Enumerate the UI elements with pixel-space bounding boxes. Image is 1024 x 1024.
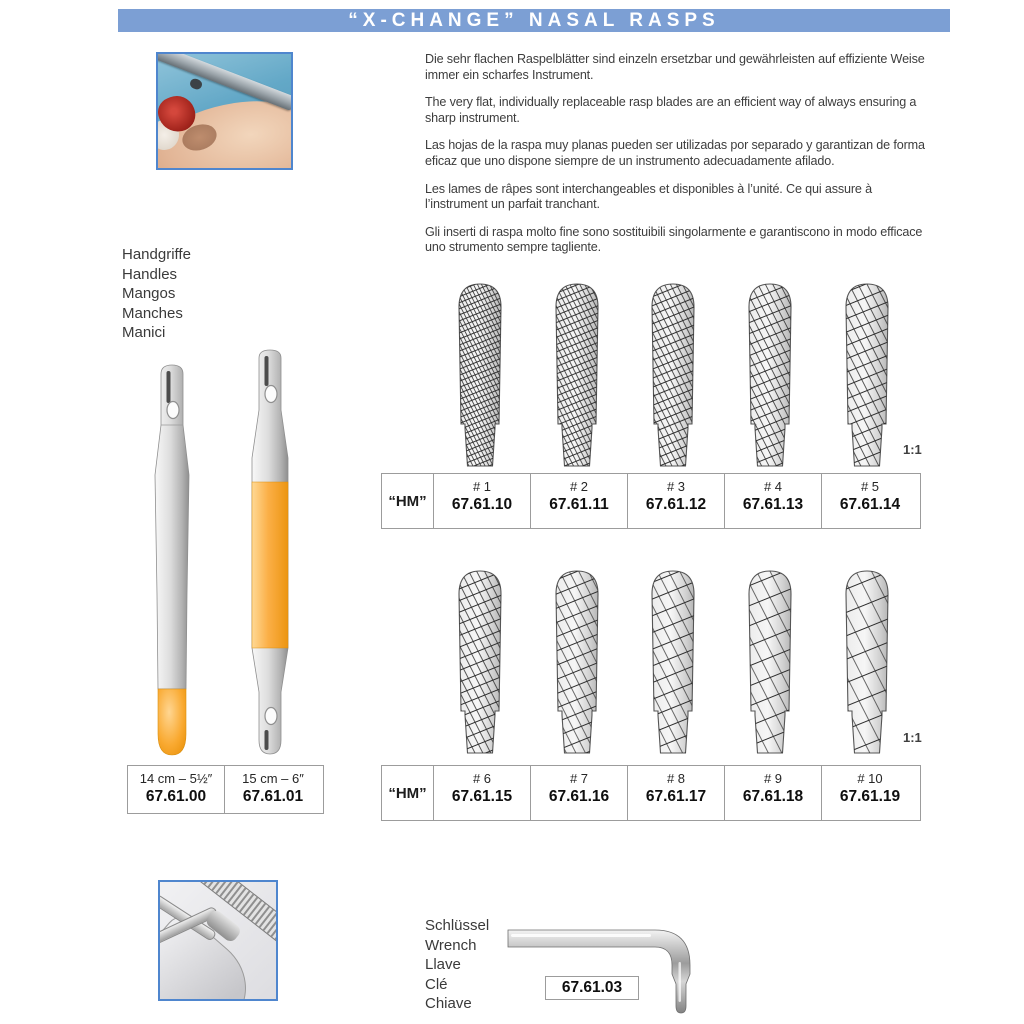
handle-size: 15 cm – 6″	[242, 771, 304, 786]
photo-instrument-slot	[188, 77, 203, 91]
rasp-number: # 3	[666, 479, 686, 494]
handles-illustration	[128, 344, 328, 756]
rasp-blade-3	[645, 281, 701, 474]
rasp-code: 67.61.16	[548, 788, 610, 805]
rasp-table-1	[381, 473, 921, 529]
blade-hole	[167, 402, 179, 419]
rasp-cell-2	[530, 474, 627, 528]
rasp-cell-9	[724, 766, 821, 820]
rasp-code: 67.61.17	[645, 788, 707, 805]
rasp-number: # 1	[472, 479, 492, 494]
wrench-label-en: Wrench	[425, 936, 477, 954]
handle-code: 67.61.00	[145, 788, 207, 805]
rasp-number: # 10	[857, 771, 883, 786]
handle-size: 14 cm – 5½″	[139, 771, 213, 786]
handles-label-it: Manici	[122, 324, 166, 341]
handle-code: 67.61.01	[242, 788, 304, 805]
rasp-cell-8	[627, 766, 724, 820]
handles-table	[127, 765, 324, 814]
rasp-code: 67.61.15	[451, 788, 513, 805]
scale-label-1: 1:1	[903, 442, 922, 457]
rasp-blade-8	[645, 568, 701, 761]
rasp-cell-1	[433, 474, 530, 528]
rasp-blade-2	[549, 281, 605, 474]
blade-slot	[265, 730, 269, 750]
rasp-blades-row-1	[381, 281, 917, 469]
rasp-blade-drawing	[452, 281, 508, 469]
rasp-table-2	[381, 765, 921, 821]
rasp-code: 67.61.18	[742, 788, 804, 805]
rasp-number: # 4	[763, 479, 783, 494]
rasp-blade-drawing	[645, 568, 701, 756]
rasp-blade-drawing	[742, 568, 798, 756]
rasp-cell-7	[530, 766, 627, 820]
rasp-blade-1	[452, 281, 508, 474]
surgical-procedure-photo	[156, 52, 293, 170]
handles-label-fr: Manches	[122, 304, 183, 322]
rasp-code: 67.61.19	[839, 788, 901, 805]
rasp-cell-5	[821, 474, 918, 528]
intro-paragraph-fr: Les lames de râpes sont interchangeables et disponibles à l’unité. Ce qui assure à l’instrument un parfait tranchant.	[425, 181, 872, 212]
rasp-number: # 6	[472, 771, 492, 786]
handles-label-es: Mangos	[122, 285, 176, 302]
rasp-blade-drawing	[452, 568, 508, 756]
handle-orange-tip	[158, 689, 186, 755]
rasp-blades-row-2	[381, 568, 917, 756]
wrench-illustration	[505, 922, 705, 1020]
rasp-blade-7	[549, 568, 605, 761]
rasp-blade-6	[452, 568, 508, 761]
rasp-code: 67.61.10	[451, 496, 513, 513]
intro-text-block	[425, 52, 925, 268]
rasp-number: # 7	[569, 771, 589, 786]
rasp-blade-drawing	[839, 281, 895, 469]
material-cell: “HM”	[388, 492, 427, 510]
rasp-blade-10	[839, 568, 895, 761]
blade-slot	[265, 356, 269, 386]
handle-14cm-drawing	[155, 365, 189, 755]
rasp-blade-4	[742, 281, 798, 474]
handles-label-block	[122, 245, 191, 343]
handle-cell-1	[128, 766, 224, 813]
rasp-number: # 9	[763, 771, 783, 786]
rasp-code: 67.61.13	[742, 496, 804, 513]
handles-label-en: Handles	[122, 265, 178, 283]
handle-orange-grip	[252, 482, 288, 648]
rasp-blade-drawing	[549, 568, 605, 756]
handle-15cm-drawing	[252, 350, 288, 754]
blade-slot	[167, 371, 171, 403]
intro-paragraph-it: Gli inserti di raspa molto fine sono sostituibili singolarmente e garantiscono in modo efficace uno strumento sempre tagliente.	[425, 224, 923, 255]
rasp-blade-drawing	[645, 281, 701, 469]
material-cell: “HM”	[388, 784, 427, 802]
rasp-blade-drawing	[549, 281, 605, 469]
rasp-code: 67.61.14	[839, 496, 901, 513]
blade-hole	[265, 386, 277, 403]
wrench-label-it: Chiave	[425, 995, 472, 1012]
handle-cell-2	[224, 766, 321, 813]
rasp-cell-3	[627, 474, 724, 528]
rasp-blade-5	[839, 281, 895, 474]
wrench-label-de: Schlüssel	[425, 917, 490, 934]
rasp-number: # 8	[666, 771, 686, 786]
rasp-blade-9	[742, 568, 798, 761]
rasp-cell-10	[821, 766, 918, 820]
rasp-number: # 2	[569, 479, 589, 494]
page-title: “X-CHANGE” NASAL RASPS	[118, 9, 950, 32]
handles-label-de: Handgriffe	[122, 246, 191, 263]
rasp-cell-4	[724, 474, 821, 528]
wrench-code-box: 67.61.03	[545, 976, 639, 1000]
rasp-blade-drawing	[742, 281, 798, 469]
rasp-blade-drawing	[839, 568, 895, 756]
rasp-code: 67.61.11	[549, 496, 609, 513]
intro-paragraph-en: The very flat, individually replaceable rasp blades are an efficient way of always ensuring a sharp instrument.	[425, 95, 917, 125]
wrench-label-block	[425, 916, 489, 1014]
rasp-number: # 5	[860, 479, 880, 494]
wrench-detail-photo	[158, 880, 278, 1001]
wrench-label-es: Llave	[425, 956, 461, 973]
rasp-code: 67.61.12	[645, 496, 707, 513]
rasp-cell-6	[433, 766, 530, 820]
scale-label-2: 1:1	[903, 730, 922, 745]
intro-paragraph-de: Die sehr flachen Raspelblätter sind einzeln ersetzbar und gewährleisten auf effiziente Weise immer ein scharfes Instrument.	[425, 52, 925, 82]
wrench-label-fr: Clé	[425, 975, 448, 993]
blade-hole	[265, 708, 277, 725]
intro-paragraph-es: Las hojas de la raspa muy planas pueden ser utilizadas por separado y garantizan de forma eficaz que uno dispone siempre de un instrumento adecuadamente afilado.	[425, 138, 925, 168]
